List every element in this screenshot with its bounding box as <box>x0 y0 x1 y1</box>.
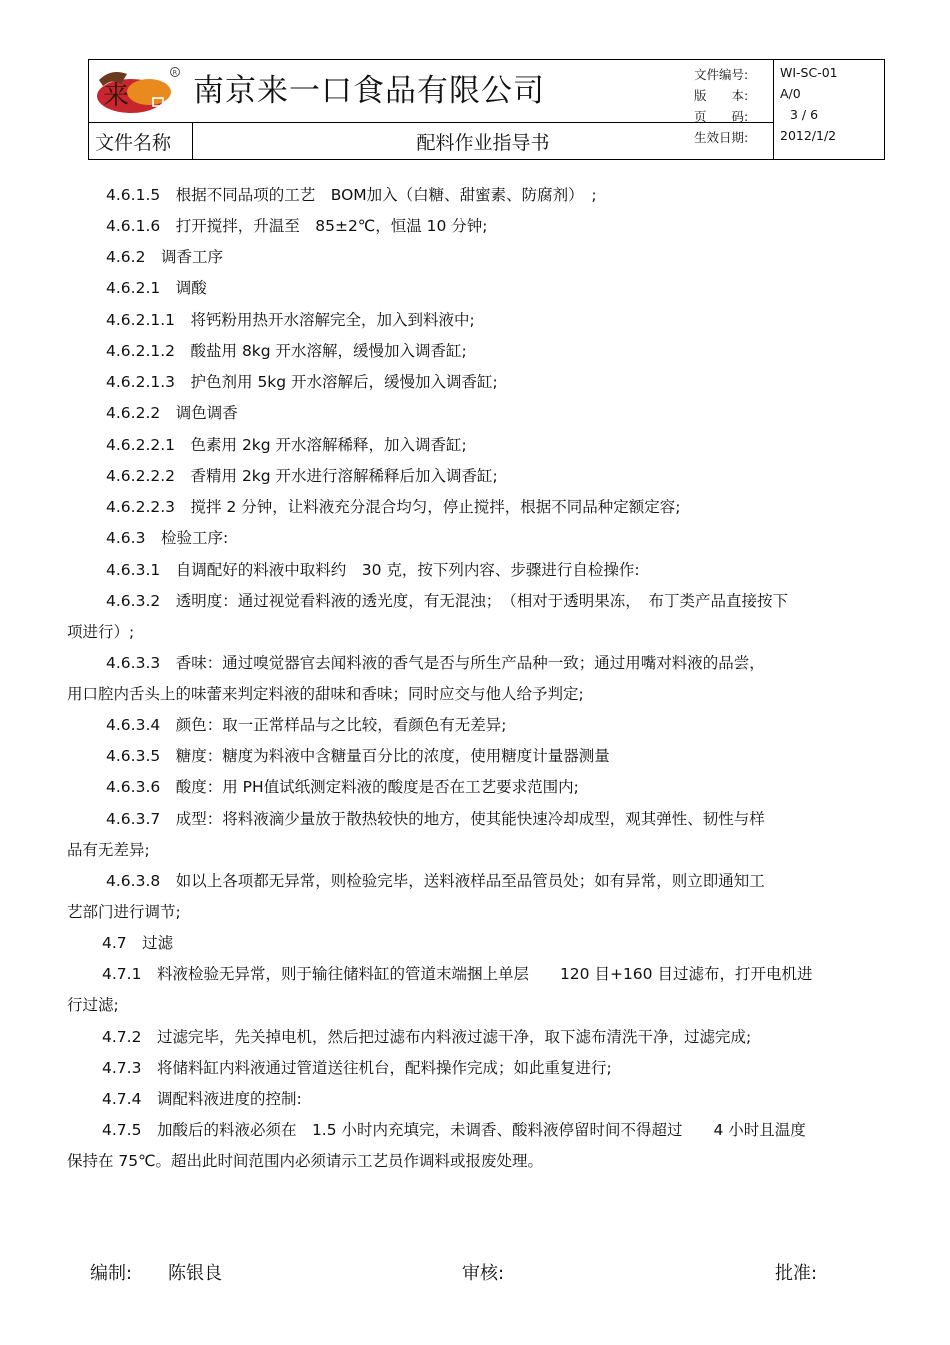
text-line: 4.6.2.2 调色调香 <box>106 404 238 422</box>
document-header: 来 R 南京来一口食品有限公司 文件名称 配料作业指导书 文件编号: WI-SC-01 版 本: A/0 页 码: 3 / 6 生效日期: 2012/1/2 <box>88 59 885 160</box>
text-line: 4.6.1.5 根据不同品项的工艺 BOM加入（白糖、甜蜜素、防腐剂） ; <box>106 186 597 204</box>
text-line: 艺部门进行调节; <box>67 903 181 921</box>
document-title: 配料作业指导书 <box>416 132 550 154</box>
text-line: 4.7.5 加酸后的料液必须在 1.5 小时内充填完，未调香、酸料液停留时间不得超过 4 小时且温度 <box>102 1121 806 1139</box>
text-line: 4.6.2.2.2 香精用 2kg 开水进行溶解稀释后加入调香缸; <box>106 467 498 485</box>
text-line: 4.6.3.6 酸度：用 PH值试纸测定料液的酸度是否在工艺要求范围内; <box>106 778 579 796</box>
text-line: 4.7.2 过滤完毕，先关掉电机，然后把过滤布内料液过滤干净，取下滤布清洗干净，过滤完成; <box>102 1028 752 1046</box>
approve-label: 批准: <box>775 1263 818 1284</box>
company-name: 南京来一口食品有限公司 <box>193 73 545 109</box>
text-line: 4.6.3.3 香味：通过嗅觉器官去闻料液的香气是否与所生产品种一致；通过用嘴对料液的品尝， <box>106 654 765 672</box>
text-line: 4.6.2.1.3 护色剂用 5kg 开水溶解后，缓慢加入调香缸; <box>106 373 498 391</box>
text-line: 4.7 过滤 <box>102 934 174 952</box>
text-line: 4.6.2.2.3 搅拌 2 分钟，让料液充分混合均匀，停止搅拌，根据不同品种定额定容; <box>106 498 681 516</box>
svg-text:来: 来 <box>103 81 130 111</box>
text-line: 4.7.4 调配料液进度的控制: <box>102 1090 302 1108</box>
text-line: 项进行）; <box>67 623 135 641</box>
text-line: 行过滤; <box>67 996 119 1014</box>
text-line: 4.6.2.2.1 色素用 2kg 开水溶解稀释，加入调香缸; <box>106 436 467 454</box>
svg-text:R: R <box>172 68 178 77</box>
text-line: 4.6.3 检验工序: <box>106 529 229 547</box>
text-line: 4.6.3.7 成型：将料液滴少量放于散热较快的地方，使其能快速冷却成型，观其弹性、韧性与样 <box>106 810 765 828</box>
text-line: 品有无差异; <box>67 841 150 859</box>
text-line: 4.6.3.1 自调配好的料液中取料约 30 克，按下列内容、步骤进行自检操作: <box>106 561 640 579</box>
text-line: 保持在 75℃。超出此时间范围内必须请示工艺员作调料或报废处理。 <box>67 1152 544 1170</box>
review-label: 审核: <box>462 1263 505 1284</box>
text-line: 4.7.3 将储料缸内料液通过管道送往机台，配料操作完成；如此重复进行; <box>102 1059 612 1077</box>
prepared-label: 编制: <box>90 1263 133 1284</box>
text-line: 4.6.3.2 透明度：通过视觉看料液的透光度，有无混浊； （相对于透明果冻， 布丁类产品直接按下 <box>106 592 788 610</box>
text-line: 4.6.1.6 打开搅拌，升温至 85±2℃，恒温 10 分钟; <box>106 217 488 235</box>
text-line: 4.6.2.1.2 酸盐用 8kg 开水溶解，缓慢加入调香缸; <box>106 342 467 360</box>
text-line: 4.6.3.4 颜色：取一正常样品与之比较，看颜色有无差异; <box>106 716 507 734</box>
company-logo <box>91 62 187 120</box>
text-line: 4.6.3.8 如以上各项都无异常，则检验完毕，送料液样品至品管员处；如有异常，则立即通知工 <box>106 872 765 890</box>
text-line: 4.6.3.5 糖度：糖度为料液中含糖量百分比的浓度，使用糖度计量器测量 <box>106 747 610 765</box>
text-line: 用口腔内舌头上的味蕾来判定料液的甜味和香味；同时应交与他人给予判定; <box>67 685 584 703</box>
text-line: 4.7.1 料液检验无异常，则于输往储料缸的管道末端捆上单层 120 目+160 目过滤布，打开电机进 <box>102 965 813 983</box>
text-line: 4.6.2.1 调酸 <box>106 279 207 297</box>
text-line: 4.6.2.1.1 将钙粉用热开水溶解完全，加入到料液中; <box>106 311 475 329</box>
prepared-by: 陈银良 <box>168 1263 222 1284</box>
header-divider <box>773 60 774 159</box>
file-name-label: 文件名称 <box>95 132 172 154</box>
text-line: 4.6.2 调香工序 <box>106 248 223 266</box>
